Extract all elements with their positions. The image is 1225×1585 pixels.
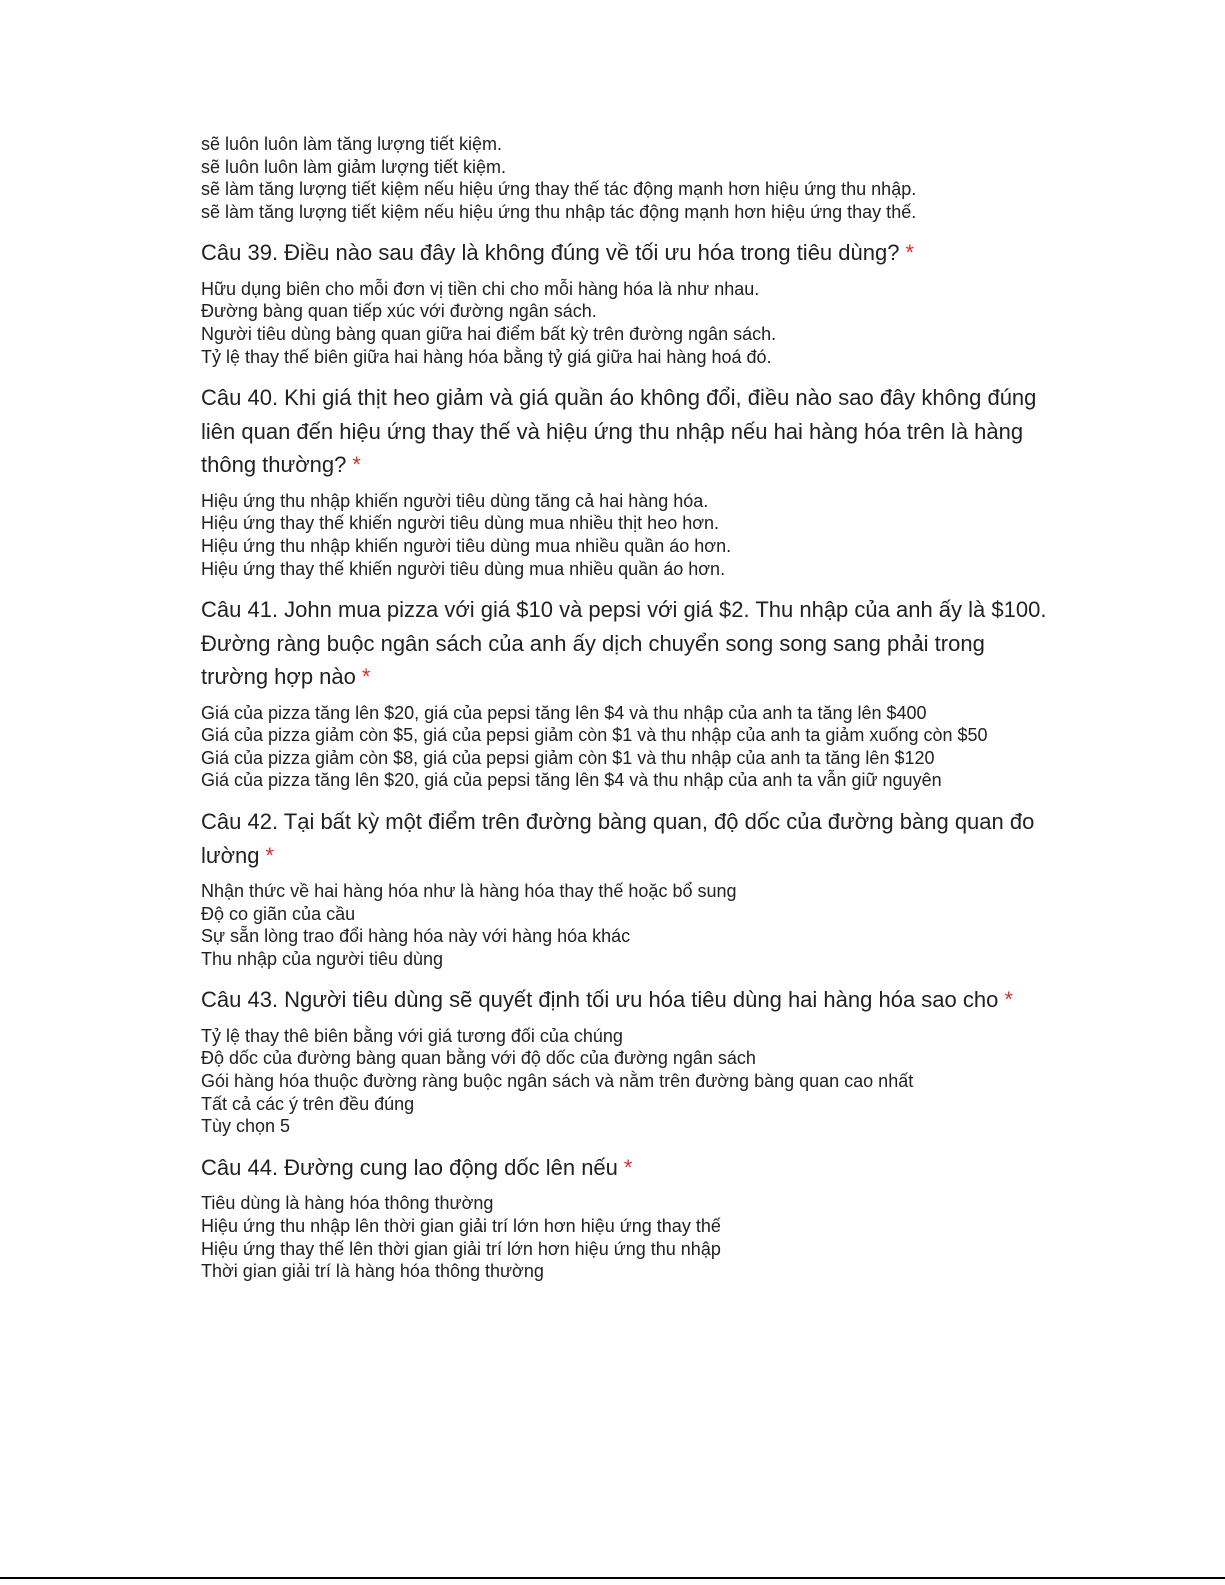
- option-list: [201, 490, 1051, 580]
- option-list: [201, 880, 1051, 970]
- option-item[interactable]: Tất cả các ý trên đều đúng: [201, 1093, 415, 1114]
- required-asterisk: *: [361, 664, 371, 690]
- form-printout: [201, 133, 1051, 1283]
- question-44: [201, 1151, 1051, 1283]
- question-41: [201, 593, 1051, 792]
- option-item[interactable]: Tùy chọn 5: [201, 1116, 291, 1137]
- option-item[interactable]: Giá của pizza giảm còn $8, giá của pepsi giảm còn $1 và thu nhập của anh ta tăng lên $120: [201, 747, 935, 768]
- page-bottom-divider: [0, 1577, 1225, 1579]
- question-text: Câu 43. Người tiêu dùng sẽ quyết định tối ưu hóa tiêu dùng hai hàng hóa sao cho: [201, 987, 999, 1013]
- option-item[interactable]: sẽ làm tăng lượng tiết kiệm nếu hiệu ứng thay thế tác động mạnh hơn hiệu ứng thu nhập.: [201, 179, 917, 200]
- required-asterisk: *: [905, 240, 915, 266]
- question-42: [201, 805, 1051, 970]
- option-item[interactable]: Thu nhập của người tiêu dùng: [201, 948, 444, 969]
- option-item[interactable]: Hữu dụng biên cho mỗi đơn vị tiền chi cho mỗi hàng hóa là như nhau.: [201, 278, 760, 299]
- option-item[interactable]: Tỷ lệ thay thế biên giữa hai hàng hóa bằng tỷ giá giữa hai hàng hoá đó.: [201, 346, 772, 367]
- question-title: [201, 805, 1051, 872]
- question-title: [201, 1151, 1051, 1185]
- option-list: [201, 278, 1051, 368]
- option-item[interactable]: Độ co giãn của cầu: [201, 903, 356, 924]
- question-text: Câu 42. Tại bất kỳ một điểm trên đường bàng quan, độ dốc của đường bàng quan đo lường: [201, 809, 1035, 868]
- question-title: [201, 593, 1051, 694]
- option-list: [201, 1192, 1051, 1282]
- question-text: Câu 39. Điều nào sau đây là không đúng về tối ưu hóa trong tiêu dùng?: [201, 240, 900, 266]
- option-item[interactable]: sẽ luôn luôn làm tăng lượng tiết kiệm.: [201, 134, 503, 154]
- option-item[interactable]: Sự sẵn lòng trao đổi hàng hóa này với hàng hóa khác: [201, 926, 631, 947]
- option-item[interactable]: Độ dốc của đường bàng quan bằng với độ dốc của đường ngân sách: [201, 1048, 756, 1069]
- option-item[interactable]: Người tiêu dùng bàng quan giữa hai điểm bất kỳ trên đường ngân sách.: [201, 324, 777, 345]
- question-text: Câu 41. John mua pizza với giá $10 và pepsi với giá $2. Thu nhập của anh ấy là $100. Đường ràng buộc ngân sách của anh ấy dịch chuyển song song sang phải trong trường hợp nào: [201, 597, 1047, 690]
- question-title: [201, 983, 1051, 1017]
- option-item[interactable]: Tiêu dùng là hàng hóa thông thường: [201, 1193, 494, 1214]
- option-list: [201, 1025, 1051, 1138]
- option-item[interactable]: Đường bàng quan tiếp xúc với đường ngân sách.: [201, 301, 597, 322]
- question-title: [201, 236, 1051, 270]
- question-40: [201, 381, 1051, 580]
- question-39: [201, 236, 1051, 368]
- option-item[interactable]: sẽ làm tăng lượng tiết kiệm nếu hiệu ứng thu nhập tác động mạnh hơn hiệu ứng thay thế.: [201, 201, 917, 222]
- option-item[interactable]: Nhận thức về hai hàng hóa như là hàng hóa thay thế hoặc bổ sung: [201, 881, 737, 901]
- question-text: Câu 44. Đường cung lao động dốc lên nếu: [201, 1154, 618, 1180]
- option-item[interactable]: Giá của pizza giảm còn $5, giá của pepsi giảm còn $1 và thu nhập của anh ta giảm xuống còn $50: [201, 725, 988, 746]
- question-text: Câu 40. Khi giá thịt heo giảm và giá quần áo không đổi, điều nào sao đây không đúng liên quan đến hiệu ứng thay thế và hiệu ứng thu nhập nếu hai hàng hóa trên là hàng thông thường?: [201, 385, 1037, 478]
- option-item[interactable]: Hiệu ứng thu nhập lên thời gian giải trí lớn hơn hiệu ứng thay thế: [201, 1215, 721, 1236]
- option-item[interactable]: Hiệu ứng thay thế khiến người tiêu dùng mua nhiều quần áo hơn.: [201, 558, 726, 579]
- option-item[interactable]: Giá của pizza tăng lên $20, giá của pepsi tăng lên $4 và thu nhập của anh ta tăng lên $400: [201, 702, 927, 723]
- option-item[interactable]: Giá của pizza tăng lên $20, giá của pepsi tăng lên $4 và thu nhập của anh ta vẫn giữ nguyên: [201, 770, 942, 791]
- question-43: [201, 983, 1051, 1137]
- option-item[interactable]: Hiệu ứng thu nhập khiến người tiêu dùng mua nhiều quần áo hơn.: [201, 535, 732, 556]
- option-item[interactable]: Hiệu ứng thu nhập khiến người tiêu dùng tăng cả hai hàng hóa.: [201, 490, 709, 511]
- option-item[interactable]: Tỷ lệ thay thê biên bằng với giá tương đối của chúng: [201, 1025, 623, 1046]
- option-item[interactable]: sẽ luôn luôn làm giảm lượng tiết kiệm.: [201, 156, 506, 177]
- question-title: [201, 381, 1051, 482]
- required-asterisk: *: [623, 1154, 633, 1180]
- required-asterisk: *: [265, 842, 275, 868]
- option-item[interactable]: Thời gian giải trí là hàng hóa thông thường: [201, 1261, 544, 1282]
- required-asterisk: *: [352, 452, 361, 478]
- option-item[interactable]: Gói hàng hóa thuộc đường ràng buộc ngân sách và nằm trên đường bàng quan cao nhất: [201, 1071, 914, 1092]
- previous-question-options: [201, 133, 1051, 223]
- required-asterisk: *: [1004, 987, 1013, 1013]
- option-list: [201, 702, 1051, 792]
- option-item[interactable]: Hiệu ứng thay thế lên thời gian giải trí lớn hơn hiệu ứng thu nhập: [201, 1238, 721, 1259]
- option-item[interactable]: Hiệu ứng thay thế khiến người tiêu dùng mua nhiều thịt heo hơn.: [201, 513, 720, 534]
